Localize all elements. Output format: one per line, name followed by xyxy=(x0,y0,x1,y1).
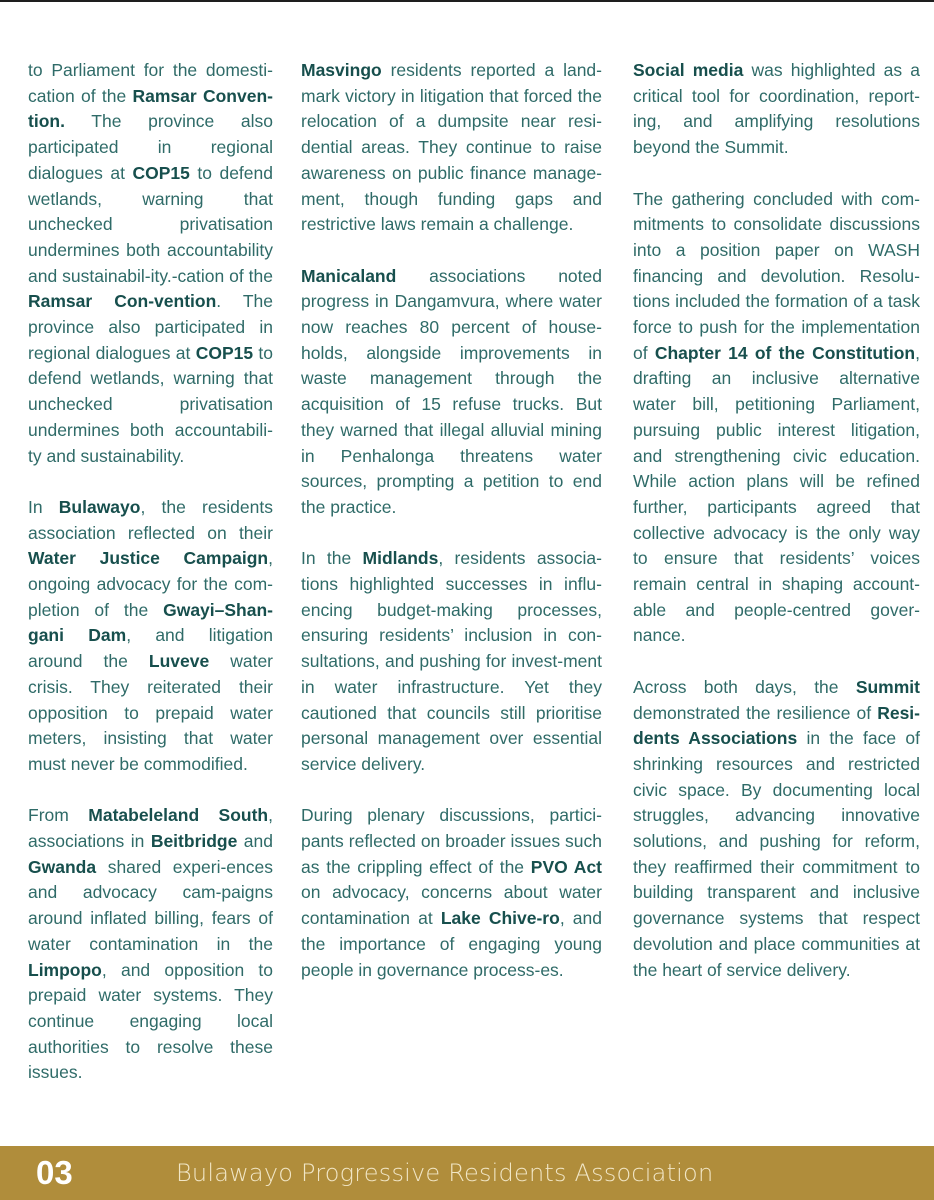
body-text: to defend wetlands, warning that unchecked privatisation undermines both accountability and sustainabil-ity.-cation of the xyxy=(28,162,273,286)
paragraph-manicaland xyxy=(301,264,602,521)
body-text: was highlighted as a critical tool for coordination, report-ing, and amplifying resolutions beyond the Summit. xyxy=(633,60,920,158)
page-number: 03 xyxy=(36,1154,73,1191)
body-text: to Parliament for the domesti-cation of the xyxy=(28,60,273,106)
highlighted-term: Gwayi–Shan-gani Dam xyxy=(28,599,273,646)
highlighted-term: Resi-dents Associations xyxy=(633,702,920,749)
highlighted-term: Bulawayo xyxy=(58,496,141,517)
highlighted-term: Gwanda xyxy=(28,856,97,877)
body-text: demonstrated the resilience of xyxy=(633,702,878,723)
body-text: water crisis. They reiterated their opposition to prepaid water meters, insisting that water must never be commodified. xyxy=(28,651,274,774)
body-text: In the xyxy=(301,548,363,569)
page-footer xyxy=(0,1146,934,1200)
organization-name: Bulawayo Progressive Residents Association xyxy=(176,1159,714,1187)
paragraph-midlands xyxy=(301,546,602,777)
highlighted-term: Water Justice Campaign xyxy=(28,548,269,569)
highlighted-term: Masvingo xyxy=(301,60,382,80)
highlighted-term: Social media xyxy=(633,60,744,80)
body-text: to defend wetlands, warning that unchecked privatisation undermines both accountabili-ty and sustainability. xyxy=(28,342,273,466)
body-text: The gathering concluded with com-mitments to consolidate discussions into a position paper on WASH financing and devolution. Resolu-tions included the formation of a task force to push for the implementation of xyxy=(633,188,920,363)
highlighted-term: Midlands xyxy=(362,548,439,569)
body-text: on advocacy, concerns about water contamination at xyxy=(301,882,602,929)
body-text: shared experi-ences and advocacy cam-paigns around inflated billing, fears of water contamination in the xyxy=(28,856,273,954)
body-text: In xyxy=(28,496,59,517)
highlighted-term: Matabeleland South xyxy=(88,805,269,826)
highlighted-term: Beitbridge xyxy=(150,831,238,852)
column-middle xyxy=(301,58,602,1009)
body-text: in the face of shrinking resources and restricted civic space. By documenting local struggles, advancing innovative solutions, and pushing for reform, they reaffirmed their commitment to building transparent and inclusive governance systems that respect devolution and place communities at the heart of service delivery. xyxy=(633,728,920,980)
body-text: During plenary discussions, partici-pants reflected on broader issues such as the crippling effect of the xyxy=(301,805,602,877)
body-text: , associations in xyxy=(28,805,273,852)
highlighted-term: Chapter 14 of the Constitution xyxy=(654,342,916,363)
paragraph-masvingo xyxy=(301,58,602,238)
body-text: , drafting an inclusive alternative water bill, petitioning Parliament, pursuing public interest litigation, and strengthening civic education. While action plans will be refined further, participants agreed that collective advocacy is the only way to ensure that residents’ voices remain central in shaping account-able and people-centred gover-nance. xyxy=(633,342,920,646)
highlighted-term: PVO Act xyxy=(530,856,602,877)
highlighted-term: Ramsar Conven-tion. xyxy=(28,85,273,132)
highlighted-term: Manicaland xyxy=(301,265,397,286)
highlighted-term: Lake Chive-ro xyxy=(440,908,560,929)
body-text: , ongoing advocacy for the com-pletion of the xyxy=(28,548,273,620)
body-text: , and the importance of engaging young people in governance process-es. xyxy=(301,908,602,980)
paragraph-ramsar-cop15 xyxy=(28,58,273,469)
column-right xyxy=(633,58,920,1009)
highlighted-term: COP15 xyxy=(132,162,190,183)
body-text: residents reported a land-mark victory in litigation that forced the relocation of a dumpsite near resi-dential areas. They continue to raise awareness on public finance manage-ment, though funding gaps and restrictive laws remain a challenge. xyxy=(301,60,602,235)
highlighted-term: Ramsar Con-vention xyxy=(28,291,217,312)
paragraph-social-media xyxy=(633,58,920,161)
body-text: associations noted progress in Dangamvura, where water now reaches 80 percent of house-holds, alongside improvements in waste management through the acquisition of 15 refuse trucks. But they warned that illegal alluvial mining in Penhalonga threatens water sources, prompting a petition to end the practice. xyxy=(301,265,602,517)
paragraph-matabeleland-south xyxy=(28,803,273,1086)
body-text: . The province also participated in regional dialogues at xyxy=(28,291,273,363)
paragraph-bulawayo xyxy=(28,495,273,778)
highlighted-term: Summit xyxy=(855,676,920,697)
paragraph-resolutions xyxy=(633,187,920,650)
paragraph-summit-conclusion xyxy=(633,675,920,983)
body-text: , and opposition to prepaid water systems. They continue engaging local authorities to resolve these issues. xyxy=(28,959,273,1083)
highlighted-term: COP15 xyxy=(195,342,254,363)
column-left xyxy=(28,58,273,1112)
body-text: , residents associa-tions highlighted successes in influ-encing budget-making processes, ensuring residents’ inclusion in con-sultations, and pushing for invest-ment in water infrastructure. Yet they cautioned that councils still prioritise personal management over essential service delivery. xyxy=(301,548,602,774)
body-text: The province also participated in regional dialogues at xyxy=(28,111,273,183)
body-text: Across both days, the xyxy=(633,676,856,697)
highlighted-term: Limpopo xyxy=(28,959,102,980)
paragraph-plenary-discussions xyxy=(301,803,602,983)
body-text: , the residents association reflected on their xyxy=(28,496,273,543)
top-border-rule xyxy=(0,0,934,2)
body-text: From xyxy=(28,805,89,826)
highlighted-term: Luveve xyxy=(148,651,210,672)
body-text: , and litigation around the xyxy=(28,625,273,672)
body-text: and xyxy=(237,831,273,852)
